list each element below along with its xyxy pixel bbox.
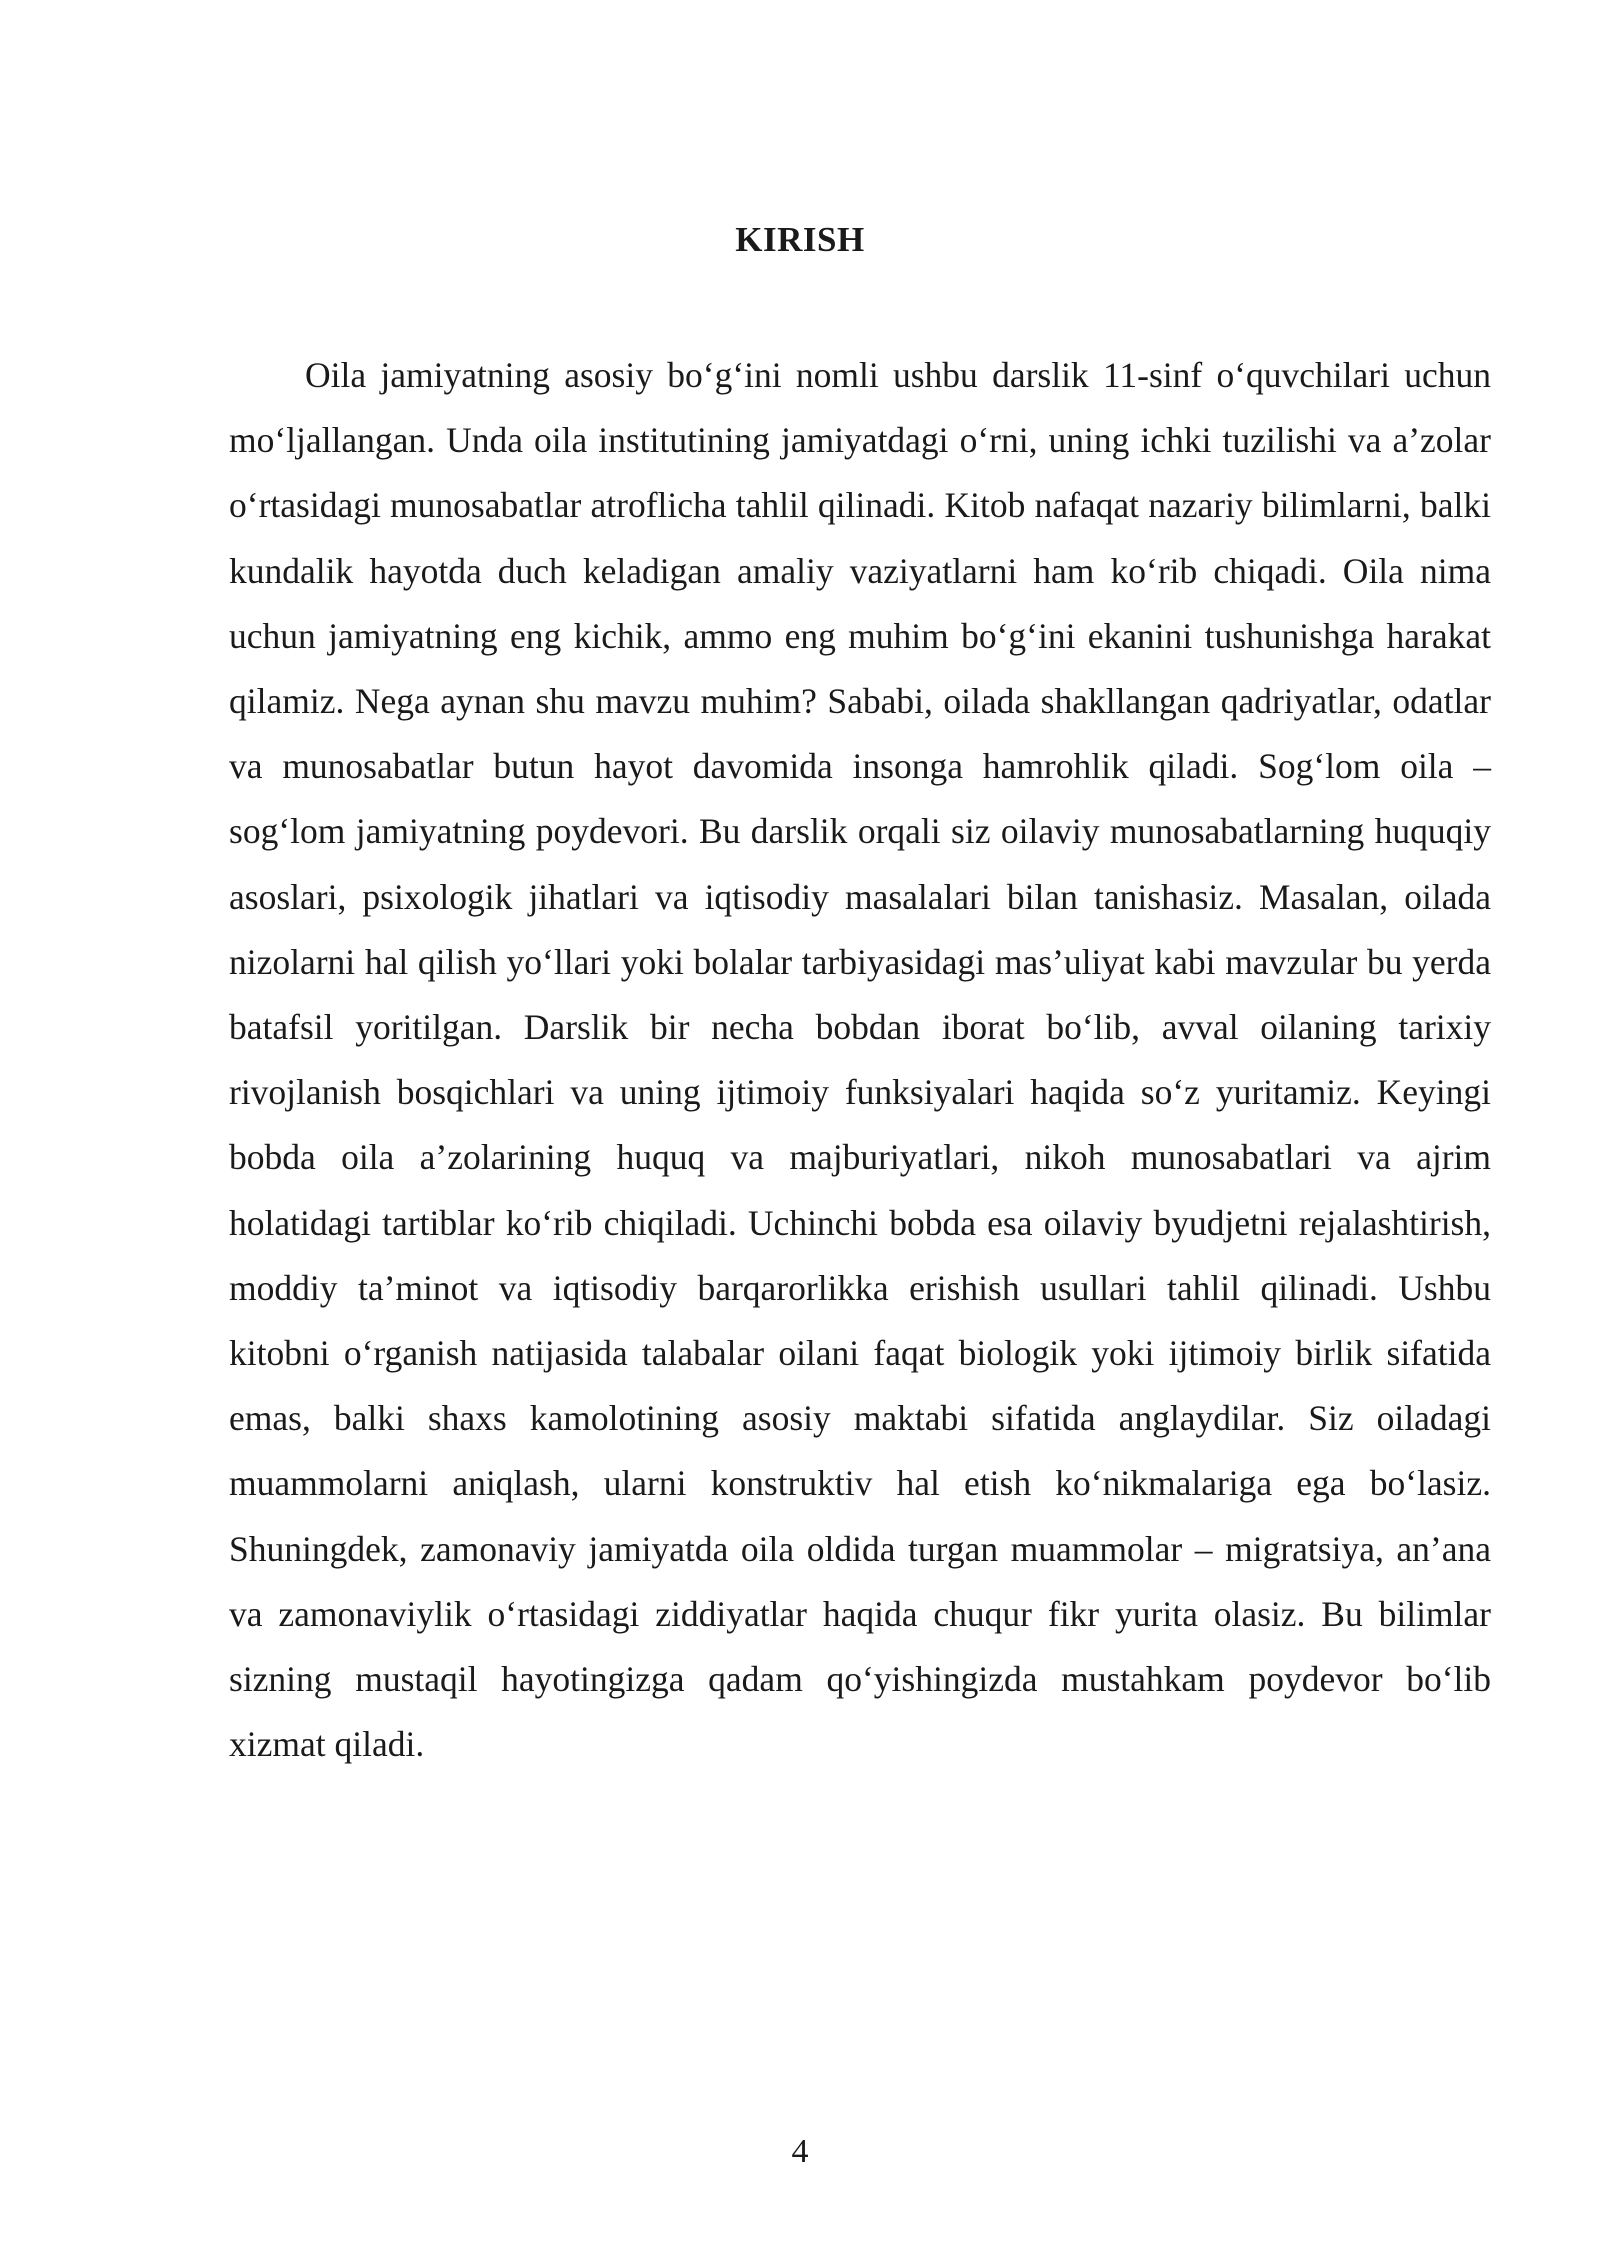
page-number: 4 [791, 2133, 809, 2170]
page-title: KIRISH [735, 220, 865, 259]
body-paragraph: Oila jamiyatning asosiy bo‘g‘ini nomli ushbu darslik 11-sinf o‘quvchilari uchun mo‘ljallangan. Unda oila institutining jamiyatdagi o‘rni, uning ichki tuzilishi va a’zolar o‘rtasidagi munosabatlar atroflicha tahlil qilinadi. Kitob nafaqat nazariy bilimlarni, balki kundalik hayotda duch keladigan amaliy vaziyatlarni ham ko‘rib chiqadi. Oila nima uchun jamiyatning eng kichik, ammo eng muhim bo‘g‘ini ekanini tushunishga harakat qilamiz. Nega aynan shu mavzu muhim? Sababi, oilada shakllangan qadriyatlar, odatlar va munosabatlar butun hayot davomida insonga hamrohlik qiladi. Sog‘lom oila – sog‘lom jamiyatning poydevori. Bu darslik orqali siz oilaviy munosabatlarning huquqiy asoslari, psixologik jihatlari va iqtisodiy masalalari bilan tanishasiz. Masalan, oilada nizolarni hal qilish yo‘llari yoki bolalar tarbiyasidagi mas’uliyat kabi mavzular bu yerda batafsil yoritilgan. Darslik bir necha bobdan iborat bo‘lib, avval oilaning tarixiy rivojlanish bosqichlari va uning ijtimoiy funksiyalari haqida so‘z yuritamiz. Keyingi bobda oila a’zolarining huquq va majburiyatlari, nikoh munosabatlari va ajrim holatidagi tartiblar ko‘rib chiqiladi. Uchinchi bobda esa oilaviy byudjetni rejalashtirish, moddiy ta’minot va iqtisodiy barqarorlikka erishish usullari tahlil qilinadi. Ushbu kitobni o‘rganish natijasida talabalar oilani faqat biologik yoki ijtimoiy birlik sifatida emas, balki shaxs kamolotining asosiy maktabi sifatida anglaydilar. Siz oiladagi muammolarni aniqlash, ularni konstruktiv hal etish ko‘nikmalariga ega bo‘lasiz. Shuningdek, zamonaviy jamiyatda oila oldida turgan muammolar – migratsiya, an’ana va zamonaviylik o‘rtasidagi ziddiyatlar haqida chuqur fikr yurita olasiz. Bu bilimlar sizning mustaqil hayotingizga qadam qo‘yishingizda mustahkam poydevor bo‘lib xizmat qiladi. [229, 355, 1491, 1765]
